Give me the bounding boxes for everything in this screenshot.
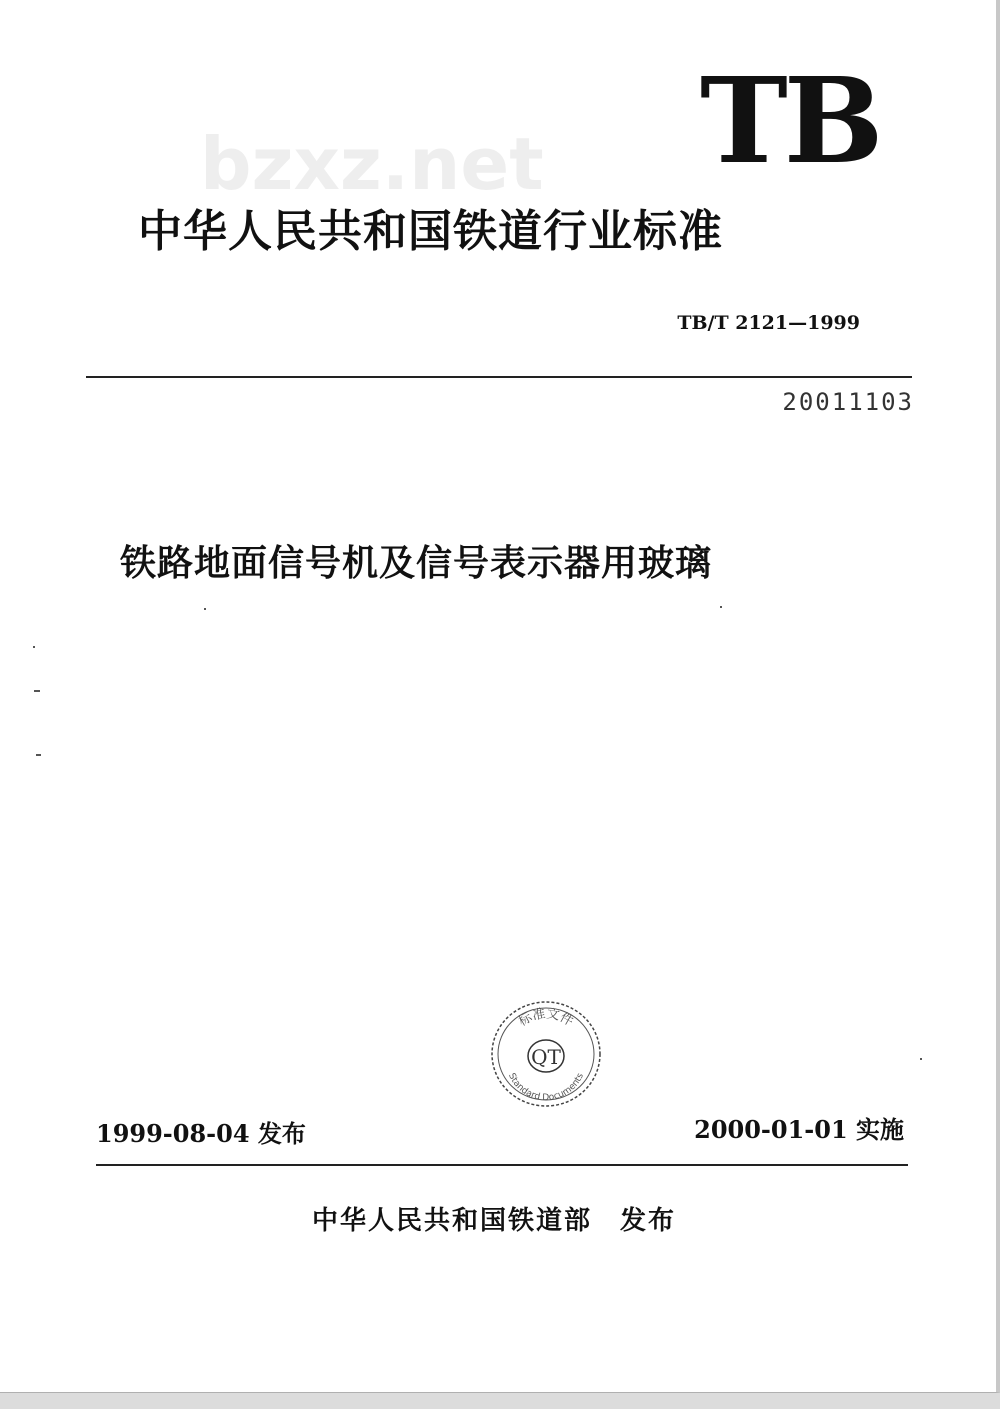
stamp-number: 20011103 bbox=[782, 388, 914, 416]
svg-text:标准文件 bbox=[516, 1006, 576, 1030]
publisher-line bbox=[312, 1208, 676, 1234]
issue-date: 1999-08-04 bbox=[96, 1119, 250, 1148]
issue-date-line bbox=[96, 1119, 306, 1148]
publisher-name: 中华人民共和国铁道部 bbox=[312, 1206, 593, 1236]
implementation-label: 实施 bbox=[856, 1116, 904, 1144]
implementation-date: 2000-01-01 bbox=[694, 1115, 848, 1144]
scan-speck bbox=[34, 690, 40, 692]
watermark: bzxz.net bbox=[200, 122, 544, 206]
seal-bottom-text: Standard Documents bbox=[506, 1071, 586, 1104]
bottom-divider bbox=[96, 1164, 908, 1166]
scan-speck bbox=[720, 606, 722, 608]
viewer-bottom-strip bbox=[0, 1393, 1000, 1409]
organization-title: 中华人民共和国铁道行业标准 bbox=[138, 206, 723, 257]
issue-label: 发布 bbox=[257, 1120, 306, 1148]
publisher-action: 发布 bbox=[620, 1206, 677, 1236]
implementation-date-line bbox=[694, 1115, 904, 1144]
scan-speck bbox=[33, 646, 35, 648]
scan-speck bbox=[204, 608, 206, 610]
tb-logo: TB bbox=[700, 51, 880, 190]
seal-top-text: 标准文件 bbox=[516, 1006, 576, 1030]
document-title: 铁路地面信号机及信号表示器用玻璃 bbox=[120, 543, 713, 584]
seal-center-text: QT bbox=[531, 1045, 561, 1069]
top-divider bbox=[86, 376, 912, 378]
standard-seal bbox=[488, 998, 604, 1110]
standard-code: TB/T 2121—1999 bbox=[677, 312, 860, 334]
scan-speck bbox=[920, 1058, 922, 1060]
scan-speck bbox=[36, 754, 41, 756]
